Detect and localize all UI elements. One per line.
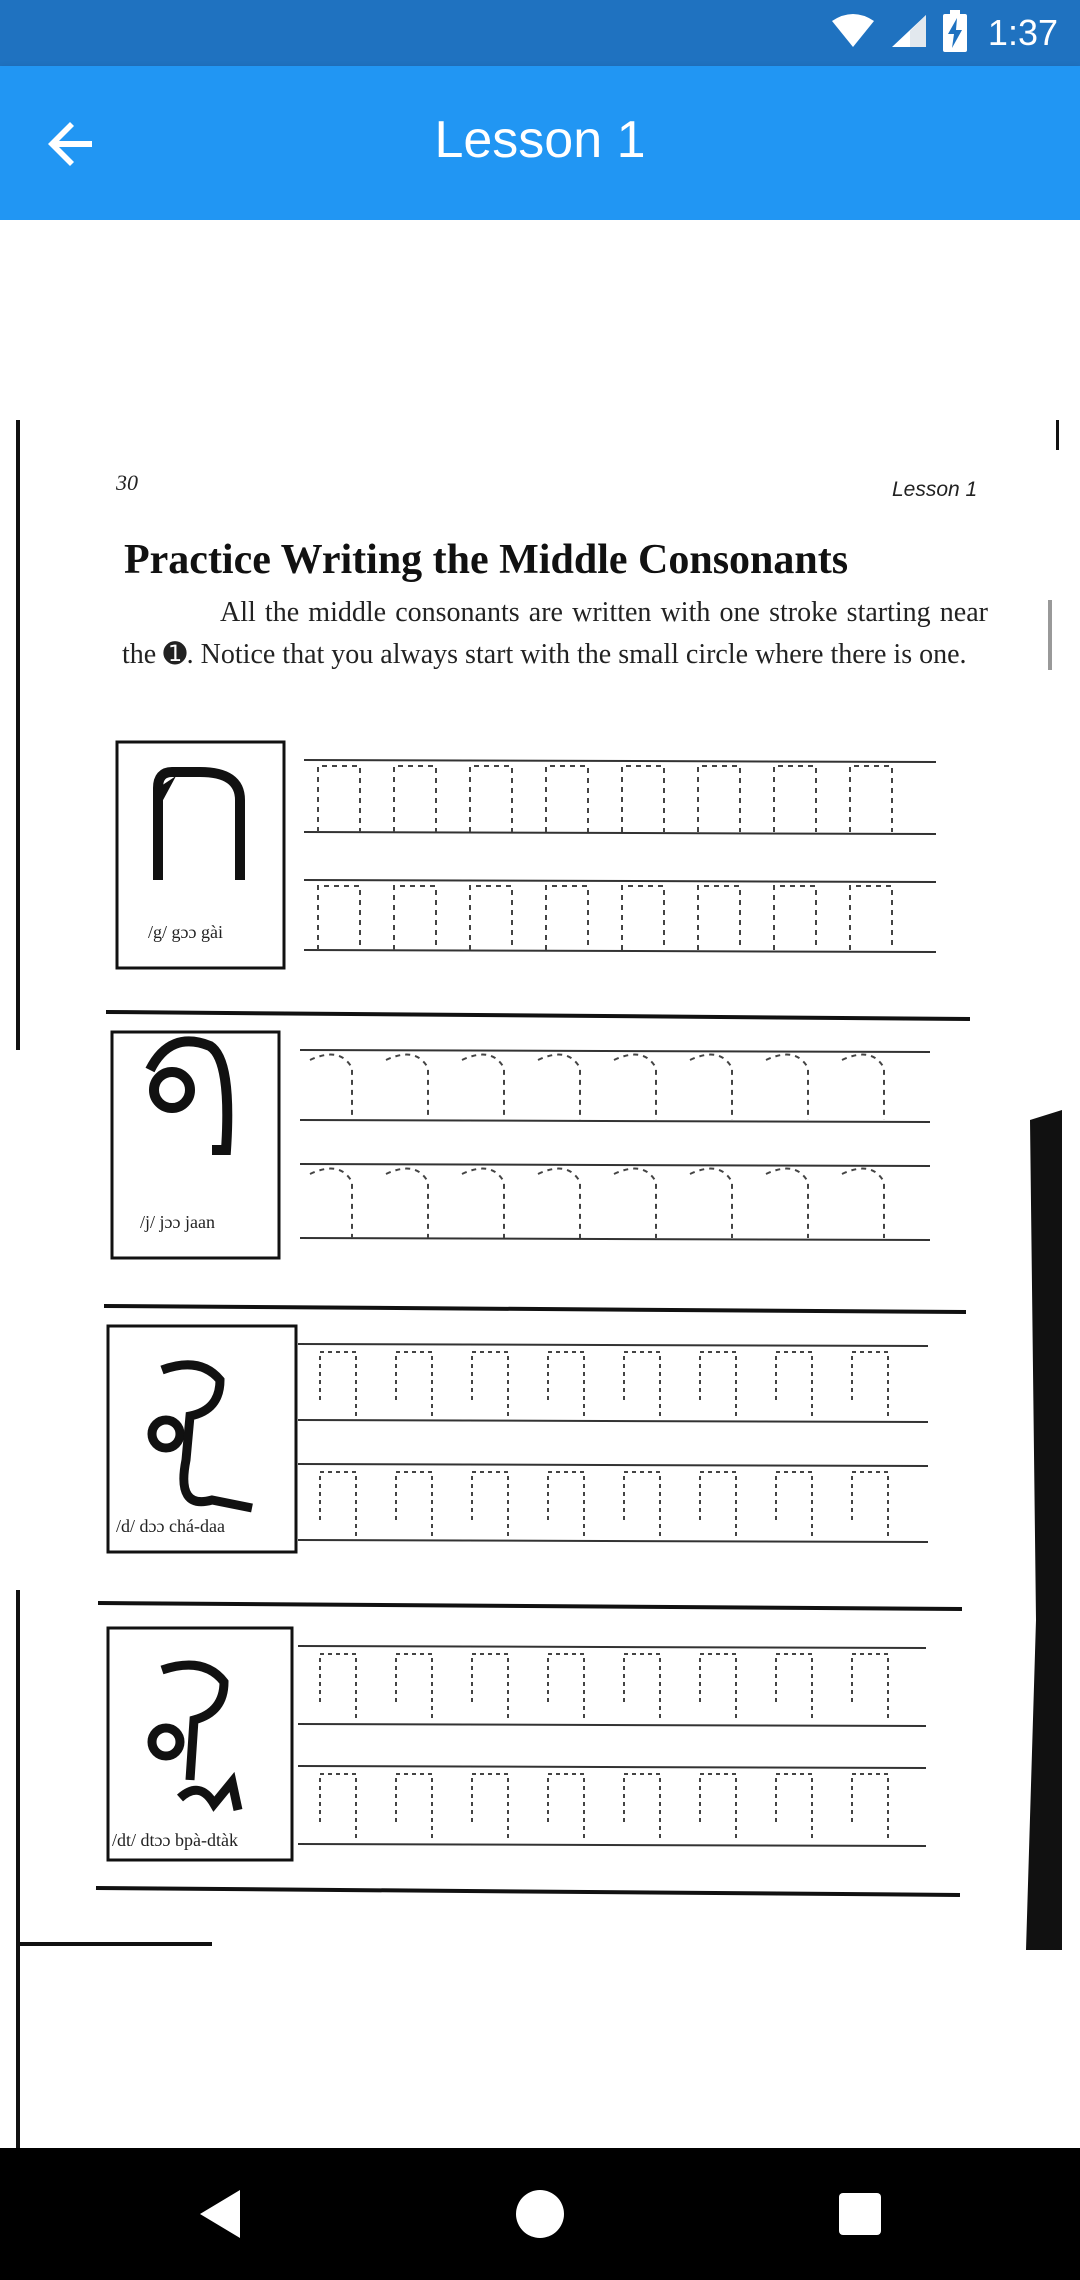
battery-charging-icon [942,10,968,57]
scanned-page [0,220,1080,2148]
nav-home-button[interactable] [504,2178,576,2250]
status-time: 1:37 [987,12,1058,53]
nav-back-button[interactable] [186,2178,258,2250]
app-title: Lesson 1 [434,111,646,169]
intro-paragraph: All the middle consonants are written with one stroke starting near the ➊. Notice that you always start with the small circle where there is one. [122,597,988,670]
consonant-caption: /g/ gɔɔ gài [148,922,223,942]
practice-section-do-chada [108,1326,928,1552]
back-triangle-icon [186,2178,258,2250]
page-heading: Practice Writing the Middle Consonants [124,537,849,583]
home-circle-icon [504,2178,576,2250]
consonant-caption: /d/ dɔɔ chá-daa [116,1516,225,1536]
lesson-label: Lesson 1 [892,478,978,501]
nav-recents-button[interactable] [824,2178,896,2250]
page-number: 30 [116,470,138,495]
consonant-caption: /j/ jɔɔ jaan [140,1212,215,1232]
practice-section-jo-jan [112,1032,930,1258]
wifi-icon [830,13,876,54]
system-nav-bar [0,2148,1080,2280]
app-bar [0,66,1080,220]
cellular-signal-icon [890,13,928,54]
practice-section-dto-bpatak [108,1628,926,1860]
consonant-caption: /dt/ dtɔɔ bpà-dtàk [112,1830,238,1850]
recents-square-icon [824,2178,896,2250]
lesson-page-viewer[interactable] [0,220,1080,2148]
status-bar [0,0,1080,66]
practice-section-ko-kai [117,742,936,968]
